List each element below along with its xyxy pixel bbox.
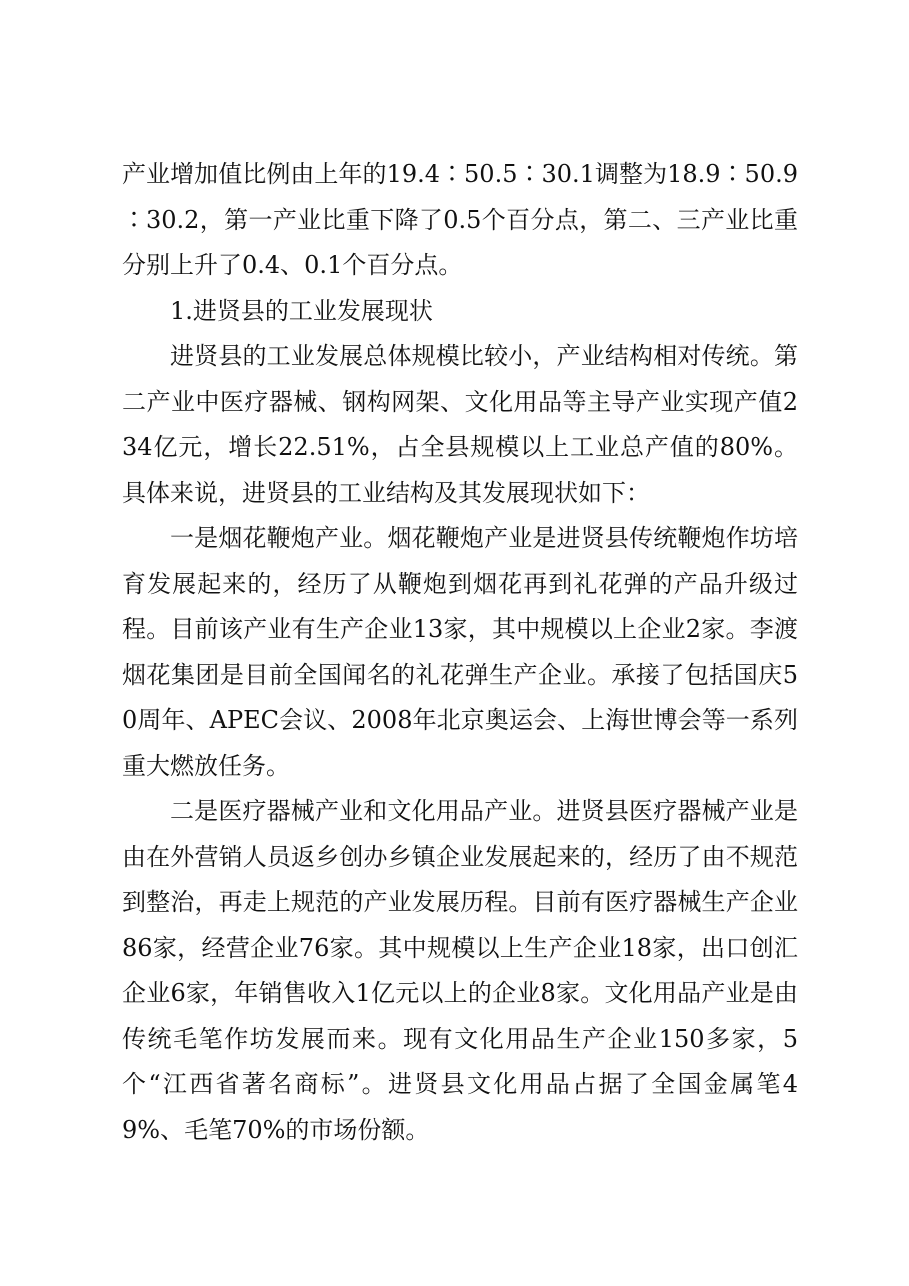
section-heading-industry-status: 1.进贤县的工业发展现状 bbox=[170, 296, 433, 325]
document-body bbox=[122, 152, 798, 1153]
paragraph-medical-stationery-industry: 二是医疗器械产业和文化用品产业。进贤县医疗器械产业是由在外营销人员返乡创办乡镇企业发展起来的，经历了由不规范到整治，再走上规范的产业发展历程。目前有医疗器械生产企业86家，经营企业76家。其中规模以上生产企业18家，出口创汇企业6家，年销售收入1亿元以上的企业8家。文化用品产业是由传统毛笔作坊发展而来。现有文化用品生产企业150多家，5个“江西省著名商标”。进贤县文化用品占据了全国金属笔49%、毛笔70%的市场份额。 bbox=[122, 797, 798, 1144]
paragraph-fireworks-industry: 一是烟花鞭炮产业。烟花鞭炮产业是进贤县传统鞭炮作坊培育发展起来的，经历了从鞭炮到烟花再到礼花弹的产品升级过程。目前该产业有生产企业13家，其中规模以上企业2家。李渡烟花集团是目前全国闻名的礼花弹生产企业。承接了包括国庆50周年、APEC会议、2008年北京奥运会、上海世博会等一系列重大燃放任务。 bbox=[122, 524, 798, 780]
paragraph-industry-ratio: 产业增加值比例由上年的19.4∶50.5∶30.1调整为18.9∶50.9∶30.2，第一产业比重下降了0.5个百分点，第二、三产业比重分别上升了0.4、0.1个百分点。 bbox=[122, 160, 798, 279]
paragraph-industry-overview: 进贤县的工业发展总体规模比较小，产业结构相对传统。第二产业中医疗器械、钢构网架、文化用品等主导产业实现产值234亿元，增长22.51%，占全县规模以上工业总产值的80%。具体来说，进贤县的工业结构及其发展现状如下： bbox=[122, 342, 798, 507]
